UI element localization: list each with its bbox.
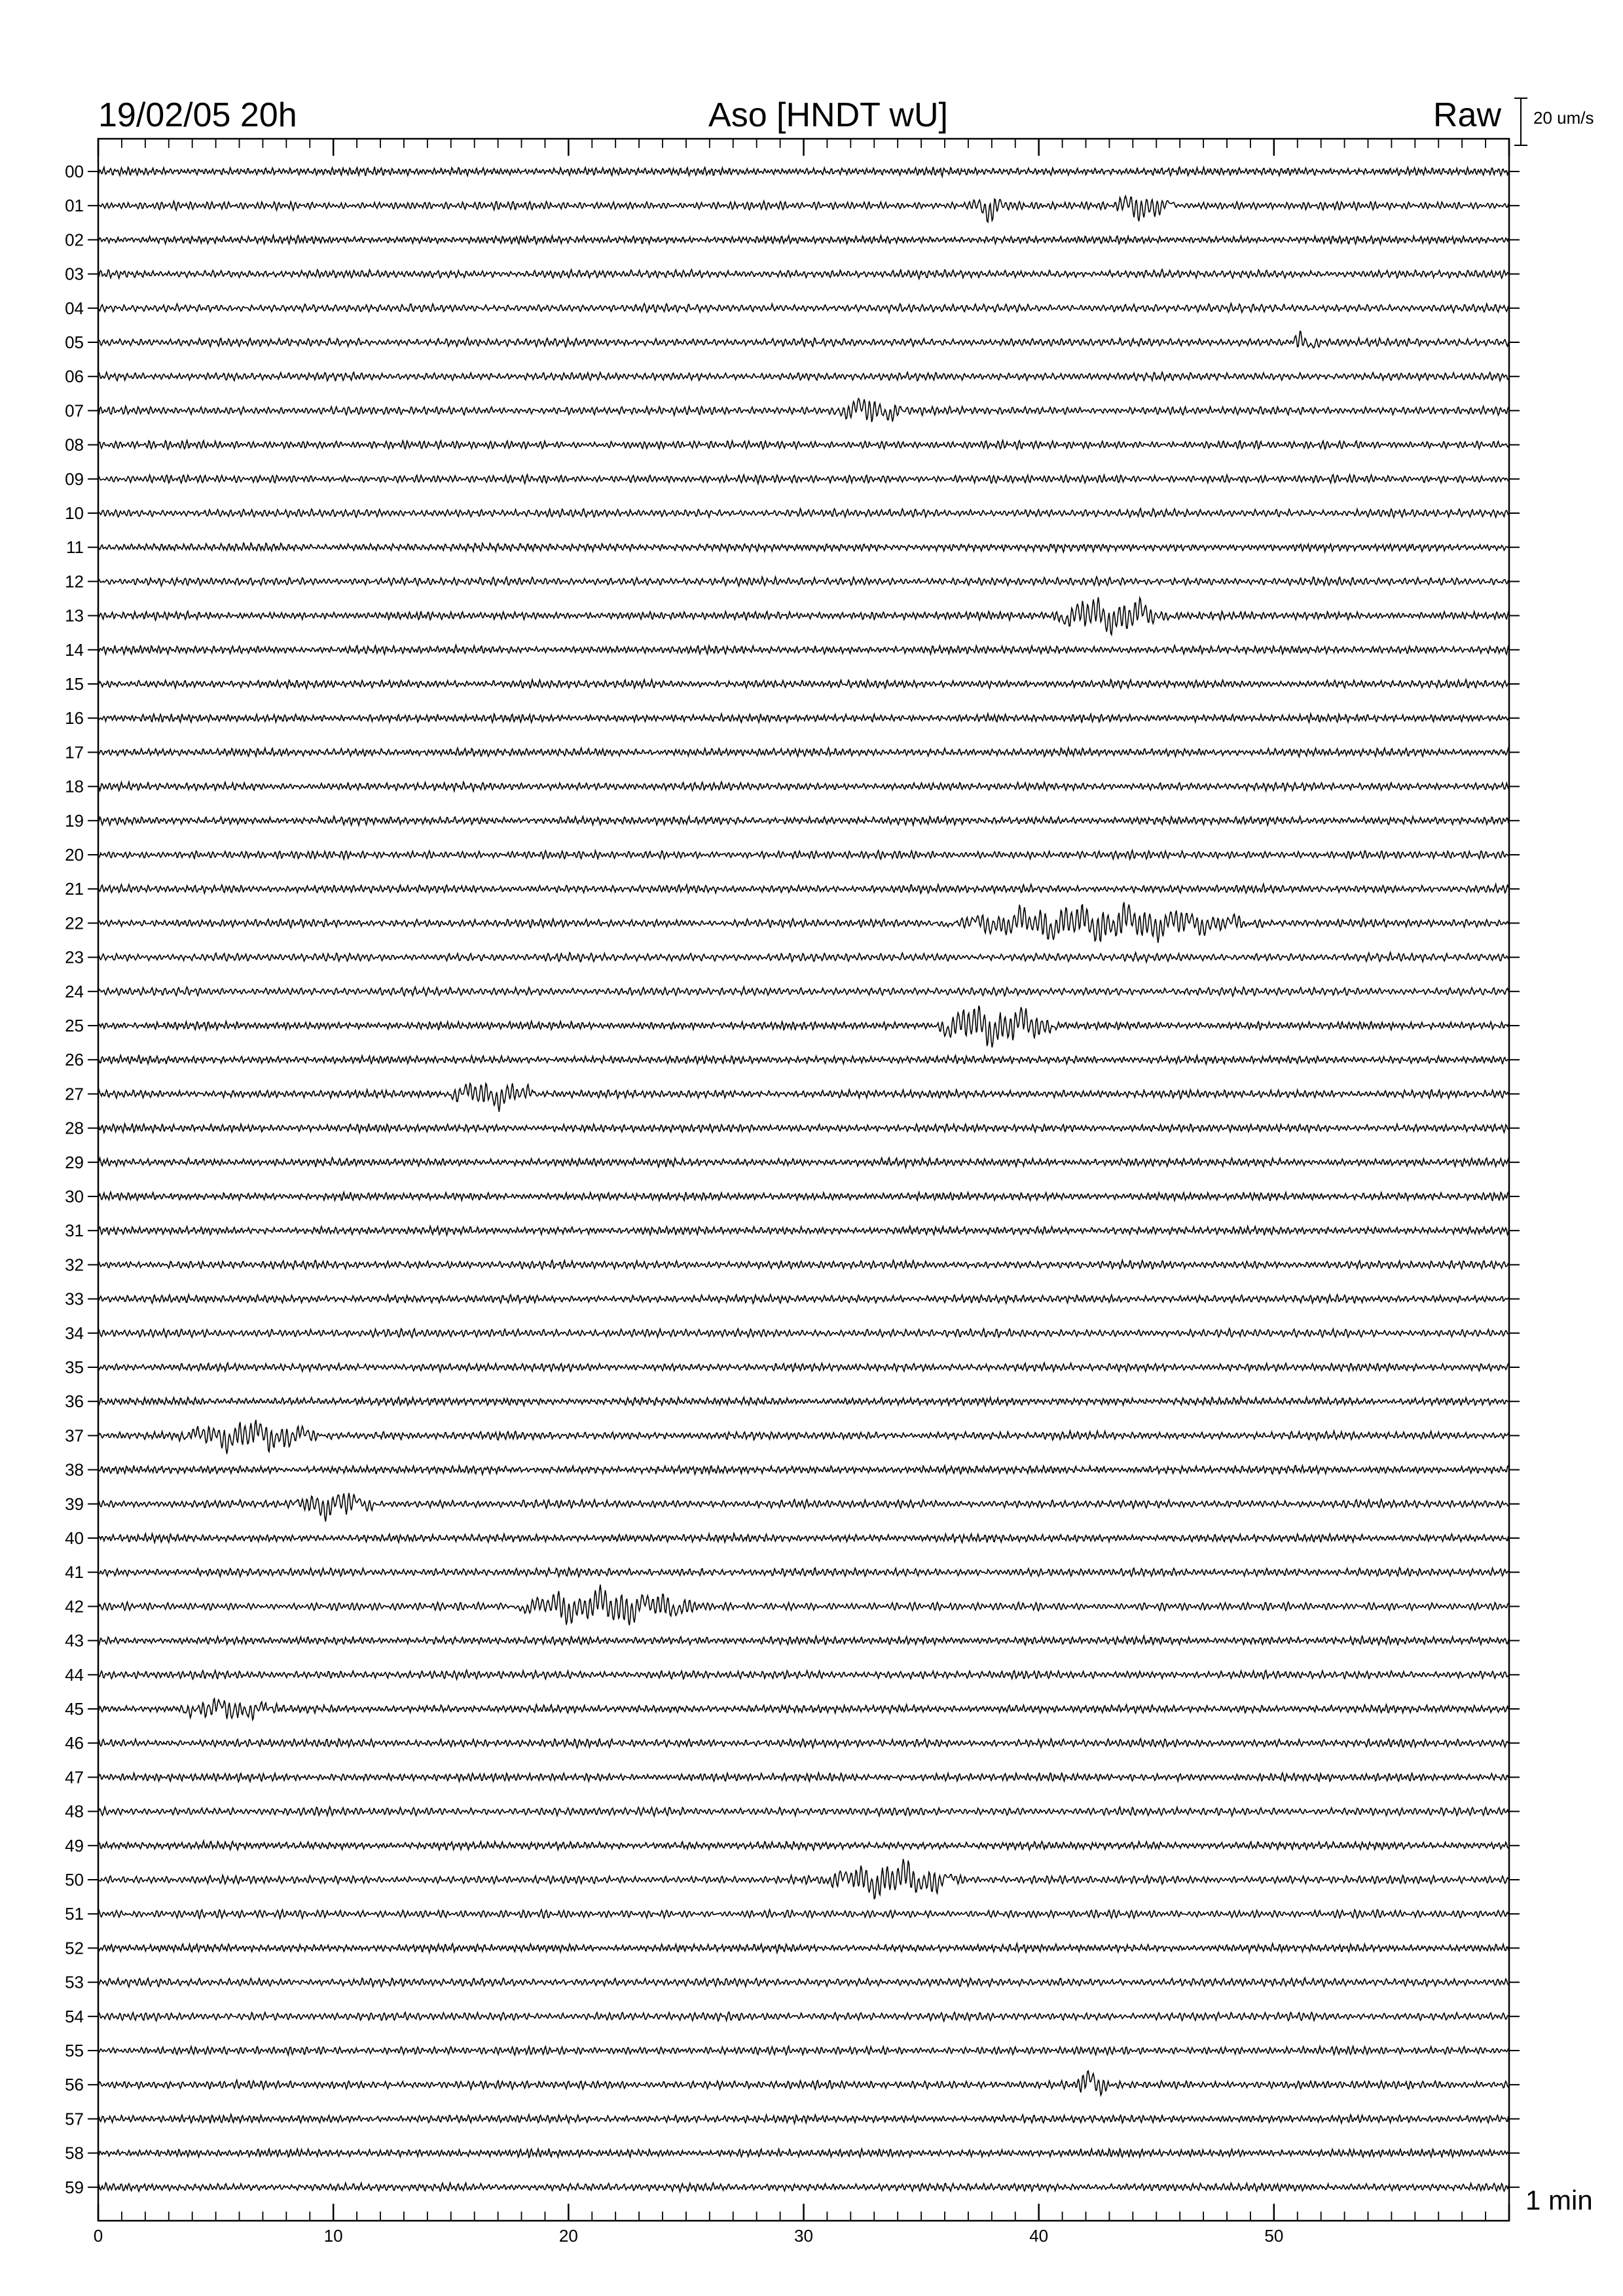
row-label-32: 32 <box>65 1255 84 1275</box>
trace-row-16 <box>98 713 1509 723</box>
x-tick-label-0: 0 <box>93 2226 103 2246</box>
row-label-34: 34 <box>65 1323 84 1343</box>
row-label-29: 29 <box>65 1152 84 1172</box>
scale-bar-label: 20 um/s <box>1533 108 1594 128</box>
row-label-40: 40 <box>65 1528 84 1548</box>
row-label-08: 08 <box>65 435 84 455</box>
trace-row-24 <box>98 987 1509 996</box>
trace-row-22 <box>98 903 1509 943</box>
trace-row-26 <box>98 1055 1509 1064</box>
header-date-hour: 19/02/05 20h <box>98 96 297 134</box>
row-label-47: 47 <box>65 1767 84 1787</box>
trace-row-27 <box>98 1083 1509 1112</box>
row-label-10: 10 <box>65 503 84 523</box>
trace-row-41 <box>98 1568 1509 1577</box>
row-label-48: 48 <box>65 1801 84 1821</box>
trace-row-25 <box>98 1006 1509 1048</box>
row-label-54: 54 <box>65 2006 84 2026</box>
trace-row-35 <box>98 1363 1509 1372</box>
row-label-04: 04 <box>65 298 84 318</box>
row-label-16: 16 <box>65 708 84 728</box>
row-label-31: 31 <box>65 1221 84 1241</box>
row-label-55: 55 <box>65 2041 84 2060</box>
row-label-53: 53 <box>65 1972 84 1992</box>
trace-row-31 <box>98 1227 1509 1236</box>
row-label-25: 25 <box>65 1016 84 1035</box>
row-label-12: 12 <box>65 571 84 592</box>
row-label-43: 43 <box>65 1630 84 1651</box>
row-label-51: 51 <box>65 1904 84 1924</box>
row-label-45: 45 <box>65 1699 84 1719</box>
row-label-42: 42 <box>65 1596 84 1617</box>
trace-row-09 <box>98 475 1509 484</box>
row-label-46: 46 <box>65 1733 84 1753</box>
row-label-38: 38 <box>65 1460 84 1480</box>
trace-row-08 <box>98 440 1509 450</box>
trace-row-05 <box>98 331 1509 348</box>
row-label-15: 15 <box>65 674 84 694</box>
trace-row-30 <box>98 1192 1509 1201</box>
trace-row-03 <box>98 270 1509 279</box>
row-label-50: 50 <box>65 1870 84 1890</box>
trace-row-07 <box>98 399 1509 422</box>
scale-bar <box>1514 98 1527 145</box>
trace-row-06 <box>98 372 1509 382</box>
row-label-33: 33 <box>65 1289 84 1309</box>
row-label-57: 57 <box>65 2109 84 2129</box>
trace-row-56 <box>98 2071 1509 2095</box>
trace-row-21 <box>98 884 1509 893</box>
row-label-24: 24 <box>65 981 84 1001</box>
trace-row-37 <box>98 1420 1509 1454</box>
trace-row-28 <box>98 1124 1509 1133</box>
trace-row-45 <box>98 1698 1509 1719</box>
plot-border <box>98 139 1509 2221</box>
row-label-02: 02 <box>65 230 84 250</box>
row-label-26: 26 <box>65 1050 84 1070</box>
trace-row-47 <box>98 1772 1509 1782</box>
row-label-59: 59 <box>65 2177 84 2197</box>
trace-row-46 <box>98 1738 1509 1748</box>
row-label-44: 44 <box>65 1664 84 1685</box>
trace-row-58 <box>98 2149 1509 2158</box>
trace-row-50 <box>98 1859 1509 1899</box>
row-label-05: 05 <box>65 332 84 352</box>
trace-row-02 <box>98 236 1509 245</box>
row-label-41: 41 <box>65 1562 84 1583</box>
trace-row-17 <box>98 748 1509 757</box>
trace-row-54 <box>98 2012 1509 2021</box>
trace-row-53 <box>98 1978 1509 1987</box>
row-label-09: 09 <box>65 469 84 489</box>
row-label-06: 06 <box>65 367 84 387</box>
trace-row-43 <box>98 1636 1509 1645</box>
trace-row-18 <box>98 782 1509 791</box>
x-tick-label-30: 30 <box>794 2226 813 2246</box>
row-label-13: 13 <box>65 605 84 626</box>
row-label-20: 20 <box>65 845 84 865</box>
row-label-22: 22 <box>65 913 84 933</box>
row-label-07: 07 <box>65 401 84 421</box>
row-label-30: 30 <box>65 1187 84 1206</box>
row-label-37: 37 <box>65 1426 84 1446</box>
row-label-36: 36 <box>65 1391 84 1412</box>
row-label-49: 49 <box>65 1835 84 1856</box>
x-tick-label-10: 10 <box>323 2226 343 2246</box>
trace-row-42 <box>98 1585 1509 1625</box>
row-label-52: 52 <box>65 1938 84 1958</box>
x-axis <box>94 139 1509 2246</box>
trace-row-51 <box>98 1910 1509 1918</box>
trace-row-13 <box>98 598 1509 635</box>
trace-row-44 <box>98 1670 1509 1679</box>
trace-row-36 <box>98 1397 1509 1406</box>
trace-row-49 <box>98 1841 1509 1850</box>
row-label-03: 03 <box>65 264 84 284</box>
trace-row-15 <box>98 679 1509 689</box>
trace-row-57 <box>98 2115 1509 2124</box>
seismogram-traces <box>98 167 1509 2192</box>
x-axis-unit-label: 1 min <box>1525 2185 1593 2215</box>
row-label-11: 11 <box>66 537 84 558</box>
row-labels <box>65 162 1520 2197</box>
trace-row-01 <box>98 196 1509 222</box>
trace-row-52 <box>98 1944 1509 1953</box>
row-label-00: 00 <box>65 162 84 181</box>
trace-row-34 <box>98 1329 1509 1338</box>
row-label-14: 14 <box>65 639 84 660</box>
row-label-17: 17 <box>65 742 84 762</box>
trace-row-04 <box>98 304 1509 313</box>
trace-row-33 <box>98 1295 1509 1304</box>
trace-row-10 <box>98 509 1509 518</box>
trace-row-11 <box>98 543 1509 552</box>
trace-row-00 <box>98 167 1509 177</box>
trace-row-20 <box>98 850 1509 859</box>
x-tick-label-50: 50 <box>1264 2226 1284 2246</box>
row-label-39: 39 <box>65 1494 84 1514</box>
row-label-21: 21 <box>65 879 84 899</box>
trace-row-39 <box>98 1493 1509 1522</box>
trace-row-48 <box>98 1807 1509 1816</box>
row-label-27: 27 <box>65 1084 84 1104</box>
plot-frame <box>98 139 1509 2221</box>
trace-row-19 <box>98 816 1509 825</box>
row-label-56: 56 <box>65 2075 84 2095</box>
trace-row-29 <box>98 1158 1509 1168</box>
trace-row-14 <box>98 645 1509 655</box>
trace-row-59 <box>98 2183 1509 2192</box>
chart-title: Aso [HNDT wU] <box>708 96 948 134</box>
trace-row-55 <box>98 2046 1509 2055</box>
row-label-18: 18 <box>65 776 84 797</box>
x-tick-label-40: 40 <box>1029 2226 1049 2246</box>
row-label-23: 23 <box>65 947 84 967</box>
trace-row-23 <box>98 952 1509 962</box>
row-label-35: 35 <box>65 1357 84 1377</box>
row-label-19: 19 <box>65 810 84 831</box>
trace-row-38 <box>98 1465 1509 1475</box>
row-label-01: 01 <box>65 196 84 216</box>
x-tick-label-20: 20 <box>558 2226 578 2246</box>
row-label-28: 28 <box>65 1118 84 1138</box>
row-label-58: 58 <box>65 2143 84 2163</box>
trace-row-32 <box>98 1261 1509 1269</box>
trace-row-40 <box>98 1534 1509 1543</box>
mode-label: Raw <box>1432 96 1501 134</box>
trace-row-12 <box>98 577 1509 586</box>
